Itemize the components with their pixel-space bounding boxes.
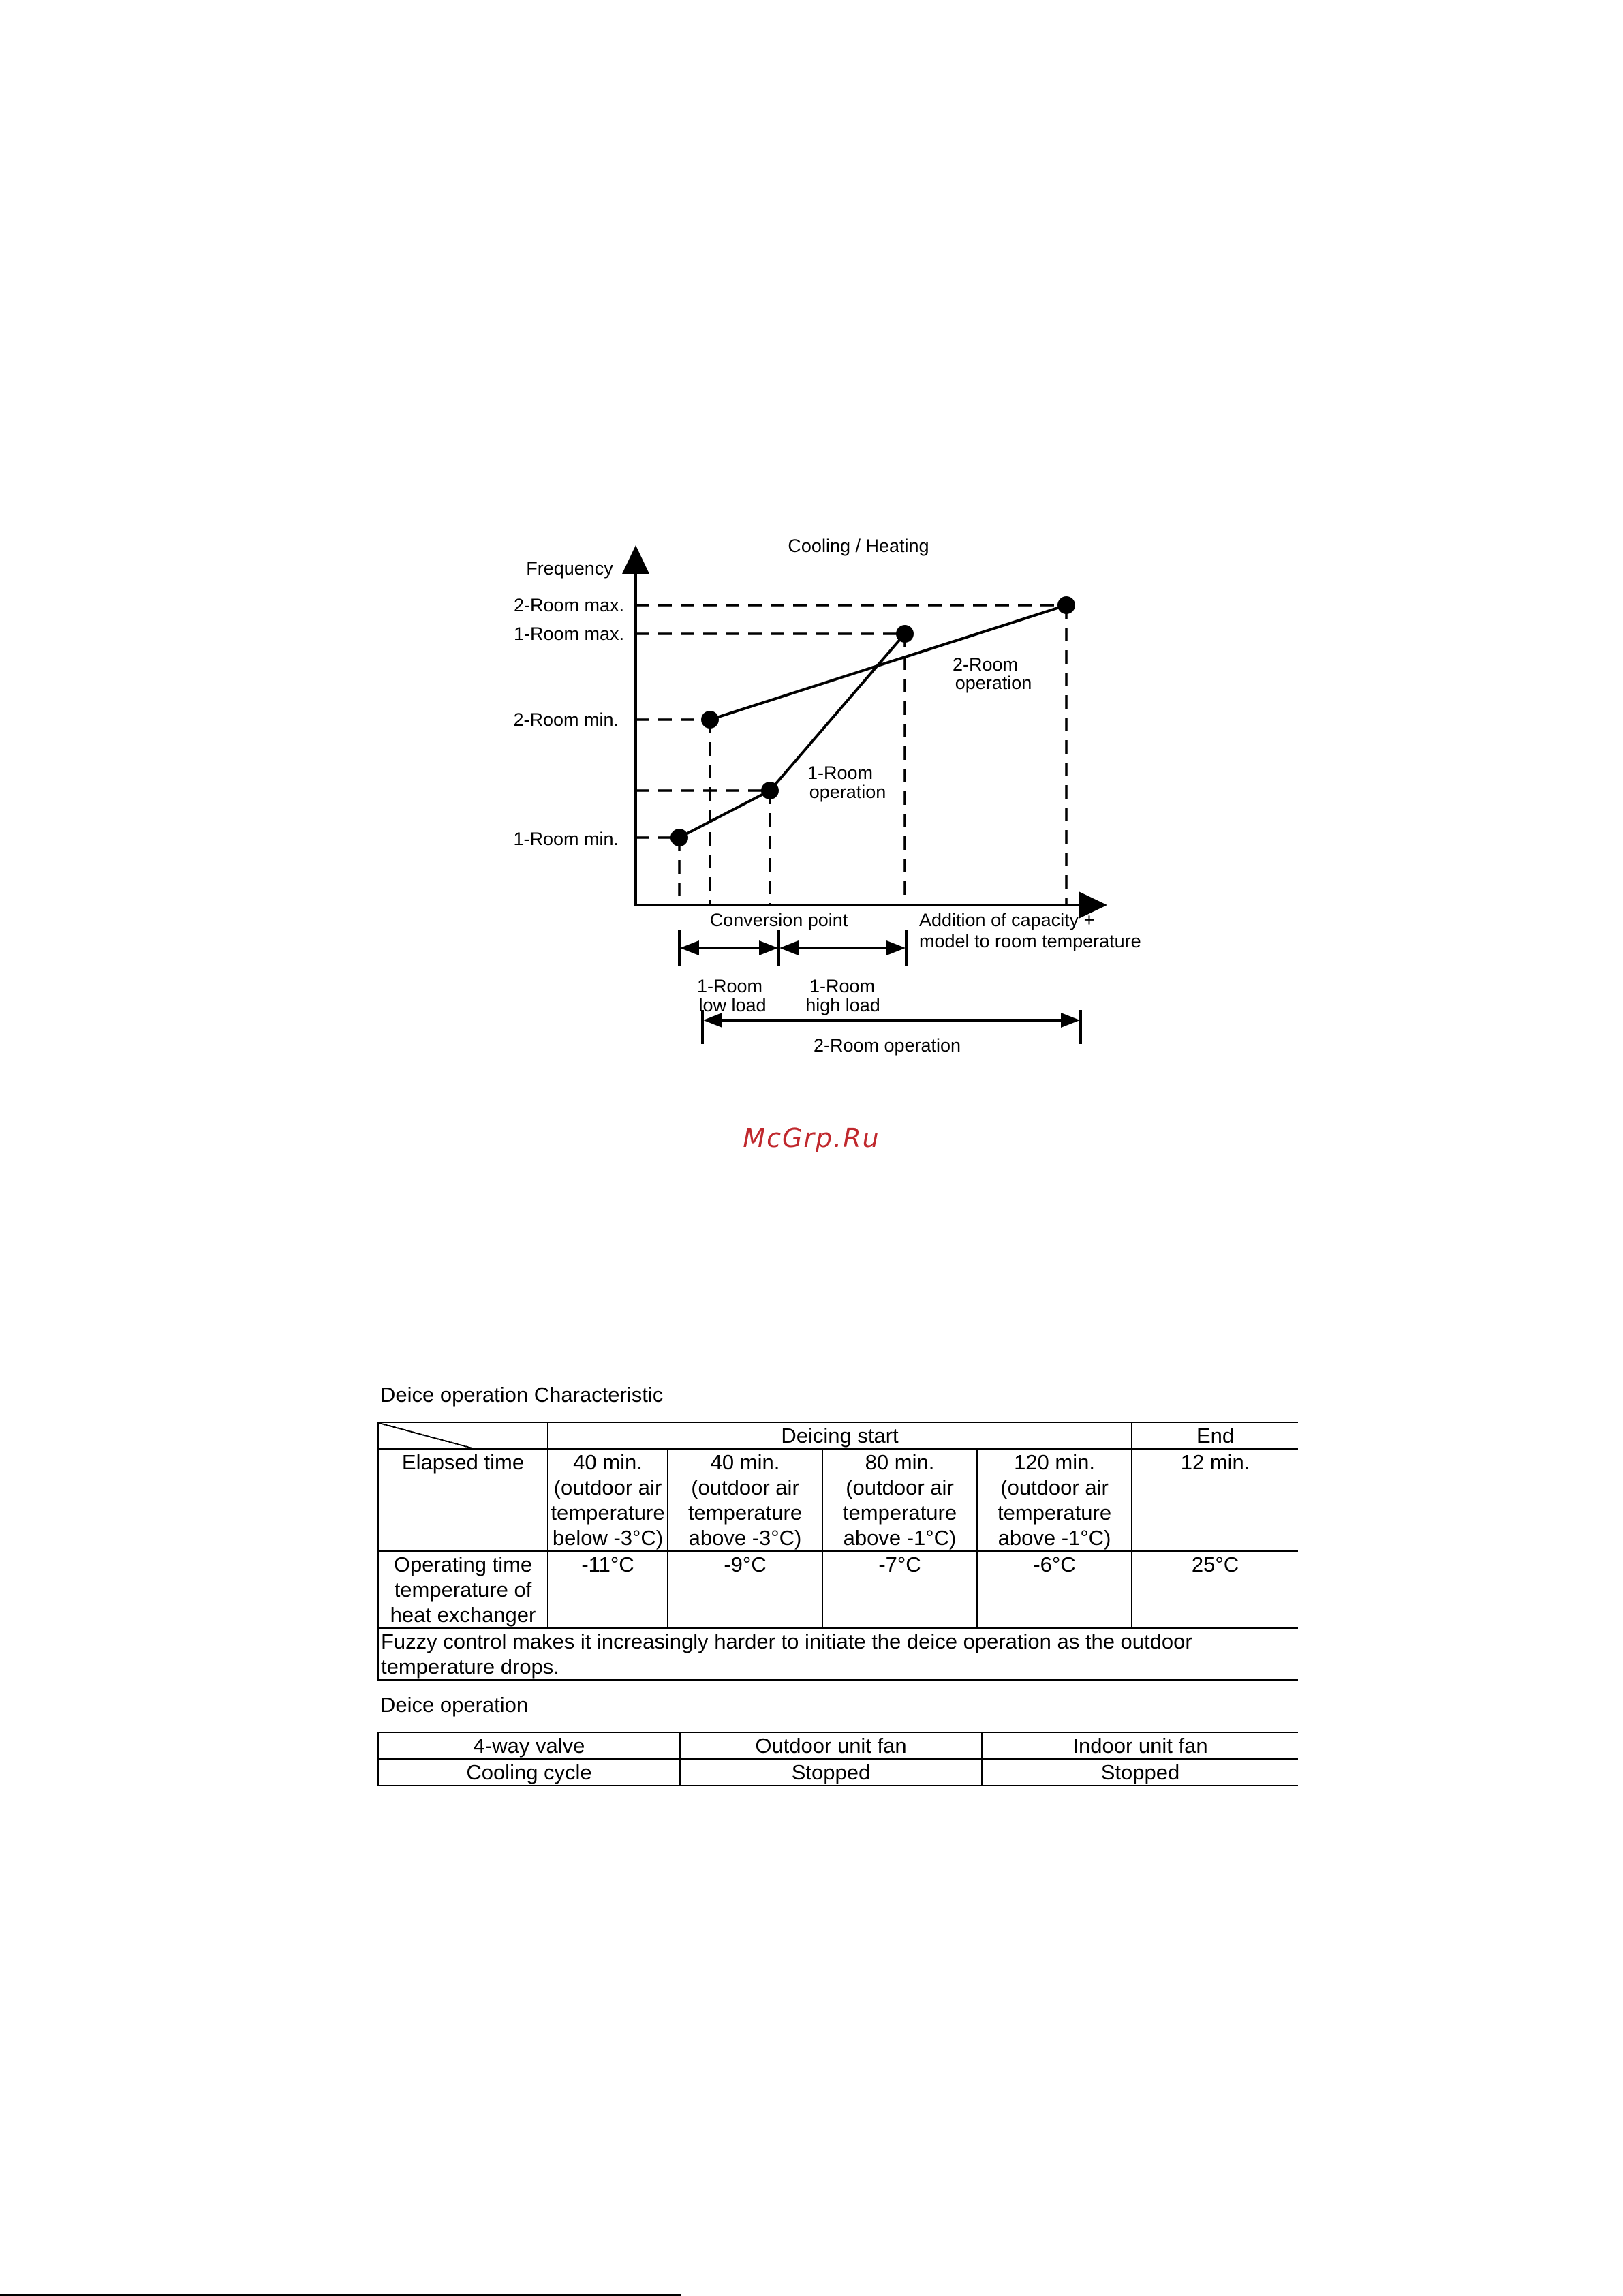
low-load-label-2: low load	[698, 995, 767, 1015]
low-load-label-1: 1-Room	[696, 976, 763, 996]
table-cell	[977, 1551, 1132, 1628]
table-cell	[548, 1449, 668, 1551]
cell-line: 120 min.	[1014, 1450, 1095, 1474]
table-cell	[1132, 1449, 1298, 1551]
deice-operation-title: Deice operation	[380, 1693, 529, 1717]
value-4way-valve: Cooling cycle	[378, 1759, 680, 1786]
two-room-arrow-right	[1061, 1013, 1080, 1028]
table-row	[378, 1759, 1298, 1786]
row-label-line: Elapsed time	[401, 1450, 525, 1474]
deice-operation-table	[377, 1732, 1298, 1786]
frequency-diagram	[0, 0, 1623, 1104]
one-room-operation-line	[679, 634, 905, 838]
table-row	[378, 1449, 1298, 1551]
value-outdoor-fan: Stopped	[680, 1759, 982, 1786]
row-label-elapsed-time	[378, 1449, 548, 1551]
table-cell	[822, 1551, 977, 1628]
note-line: temperature drops.	[381, 1655, 559, 1679]
cell-line: 40 min.	[710, 1450, 780, 1474]
row-label-line: temperature of	[394, 1578, 532, 1602]
table-cell	[822, 1449, 977, 1551]
cell-line: above -1°C)	[998, 1526, 1111, 1550]
table-cell	[668, 1449, 822, 1551]
cell-line: -6°C	[1033, 1552, 1076, 1576]
level-label-2room-max: 2-Room max.	[513, 595, 624, 615]
level-label-1room-max: 1-Room max.	[513, 624, 624, 644]
corner-cell	[378, 1422, 548, 1449]
cell-line: above -3°C)	[688, 1526, 802, 1550]
watermark[interactable]: McGrp.Ru	[743, 1123, 880, 1153]
cell-line: (outdoor air	[553, 1475, 662, 1499]
end-header: End	[1132, 1422, 1298, 1449]
cell-line: -9°C	[724, 1552, 767, 1576]
high-load-label-2: high load	[805, 995, 880, 1015]
level-label-2room-min: 2-Room min.	[513, 709, 619, 730]
cell-line: (outdoor air	[691, 1475, 799, 1499]
table-cell	[977, 1449, 1132, 1551]
header-4way-valve: 4-way valve	[378, 1732, 680, 1759]
point-2room-max	[1057, 596, 1075, 614]
fuzzy-control-note	[378, 1628, 1298, 1680]
cell-line: 40 min.	[573, 1450, 643, 1474]
point-1room-max	[896, 625, 914, 643]
cell-line: temperature	[997, 1501, 1112, 1525]
value-indoor-fan: Stopped	[982, 1759, 1298, 1786]
y-axis-arrowhead	[622, 545, 649, 574]
header-outdoor-fan: Outdoor unit fan	[680, 1732, 982, 1759]
deice-characteristic-table	[377, 1422, 1298, 1681]
two-room-range-label: 2-Room operation	[813, 1035, 961, 1056]
cell-line: 80 min.	[865, 1450, 935, 1474]
cell-line: (outdoor air	[846, 1475, 954, 1499]
y-axis-label: Frequency	[526, 558, 613, 579]
note-line: Fuzzy control makes it increasingly harder to initiate the deice operation as the outdoor	[381, 1629, 1192, 1653]
two-room-line-label-1: 2-Room	[952, 654, 1019, 675]
level-label-1room-min: 1-Room min.	[513, 829, 619, 849]
high-load-arrow-left	[779, 940, 799, 955]
cell-line: (outdoor air	[1000, 1475, 1109, 1499]
table-row	[378, 1732, 1298, 1759]
cell-line: temperature	[842, 1501, 957, 1525]
row-label-line: Operating time	[393, 1552, 533, 1576]
table-cell	[1132, 1551, 1298, 1628]
diagram-title: Cooling / Heating	[788, 536, 929, 556]
one-room-line-label-1: 1-Room	[807, 763, 874, 783]
high-load-arrow-right	[886, 940, 906, 955]
low-load-arrow-left	[680, 940, 699, 955]
two-room-line-label-2: operation	[955, 673, 1032, 693]
low-load-arrow-right	[759, 940, 778, 955]
cell-line: -11°C	[581, 1552, 634, 1576]
one-room-line-label-2: operation	[809, 782, 886, 802]
cell-line: 12 min.	[1180, 1450, 1250, 1474]
conversion-point-label: Conversion point	[709, 910, 848, 930]
header-indoor-fan: Indoor unit fan	[982, 1732, 1298, 1759]
cell-line: temperature	[551, 1501, 665, 1525]
cell-line: below -3°C)	[552, 1526, 664, 1550]
cell-line: temperature	[687, 1501, 803, 1525]
table-cell	[668, 1551, 822, 1628]
table-row	[378, 1551, 1298, 1628]
table-cell	[548, 1551, 668, 1628]
high-load-label-1: 1-Room	[809, 976, 876, 996]
deicing-start-header: Deicing start	[548, 1422, 1132, 1449]
row-label-operating-temp	[378, 1551, 548, 1628]
addition-note-line-1: Addition of capacity +	[919, 910, 1095, 930]
cell-line: 25°C	[1191, 1552, 1239, 1576]
addition-note-line-2: model to room temperature	[919, 931, 1141, 951]
point-conversion	[761, 782, 779, 799]
point-1room-min	[670, 829, 688, 846]
deice-characteristic-title: Deice operation Characteristic	[380, 1383, 664, 1407]
point-2room-min	[701, 711, 719, 729]
cell-line: -7°C	[878, 1552, 921, 1576]
cell-line: above -1°C)	[843, 1526, 957, 1550]
row-label-line: heat exchanger	[390, 1603, 536, 1627]
